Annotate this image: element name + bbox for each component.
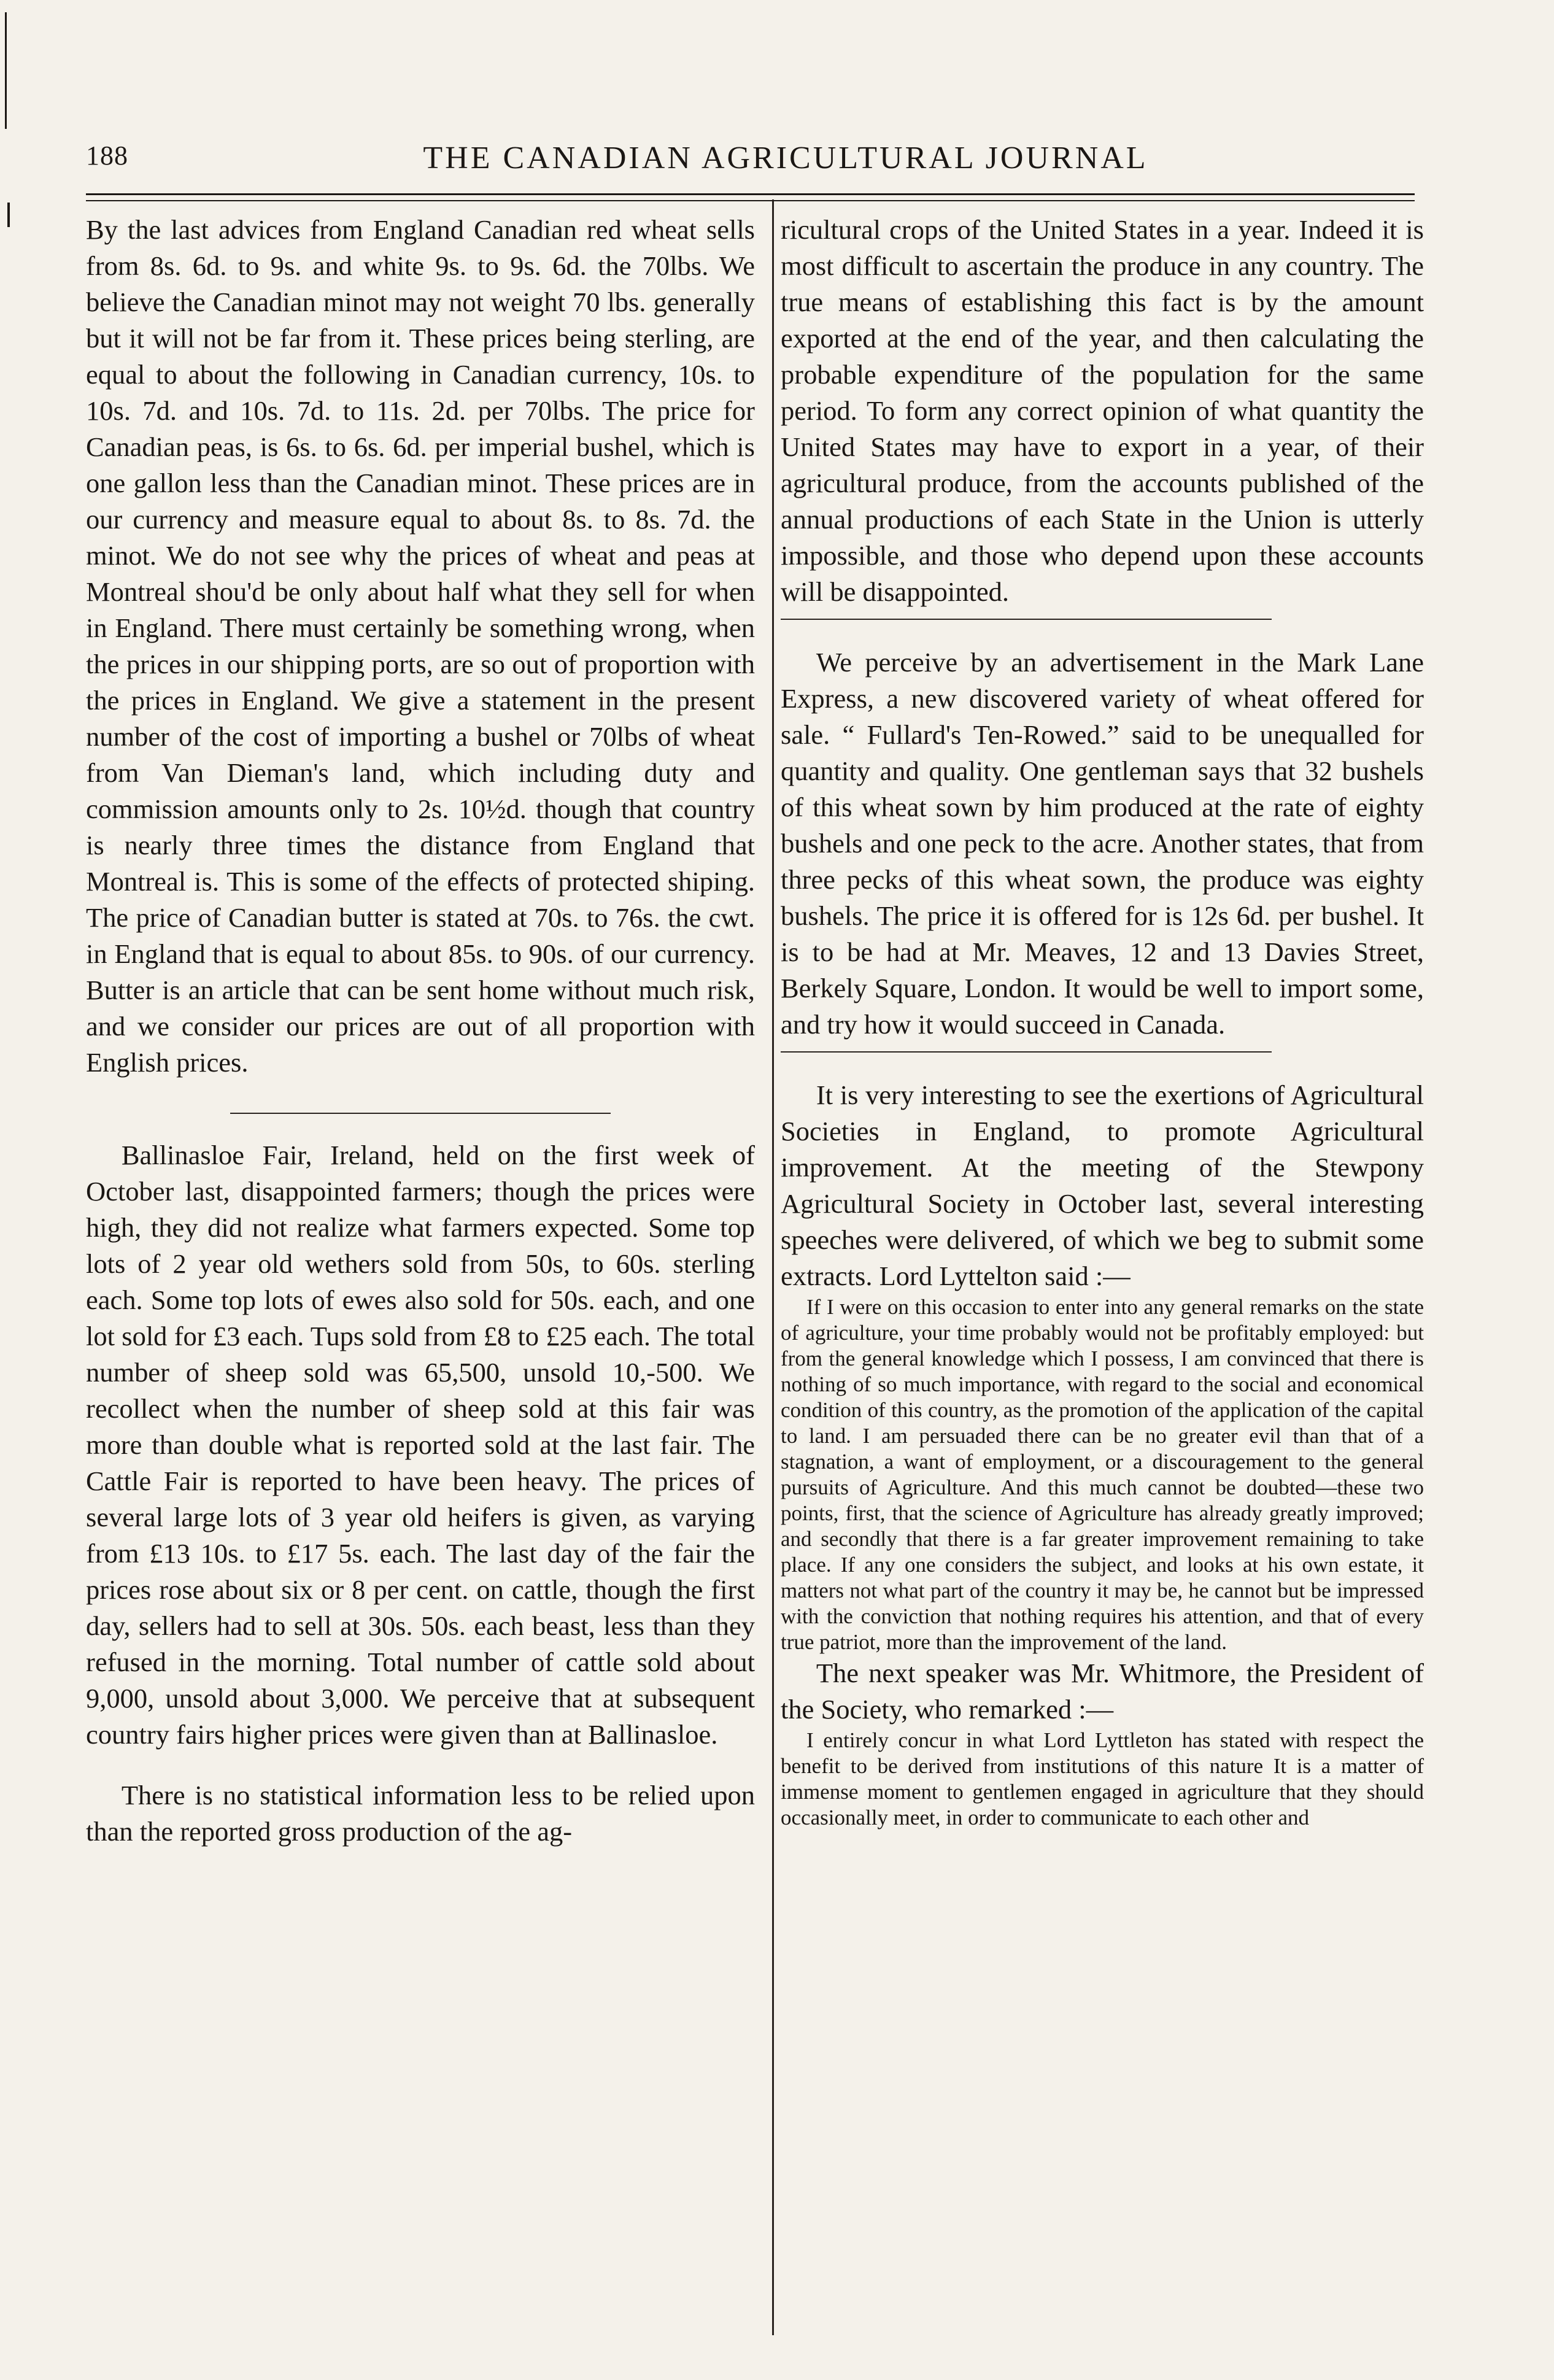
right-column xyxy=(781,212,1424,1831)
article-us-crops: ricultural crops of the United States in a year. Indeed it is most difficult to ascertain the produce in any country. The true means of establishing this fact is by the amount exported at the end of the year, and then calculating the probable expenditure of the population for the same period. To form any correct opinion of what quantity the United States may have to export in a year, of their agricultural produce, from the accounts published of the annual productions of each State in the Union is utterly impossible, and those who depend upon these accounts will be disappointed. xyxy=(781,214,1424,607)
article-statistics-start: There is no statistical information less to be relied upon than the reported gross production of the ag- xyxy=(86,1780,755,1847)
article-whitmore-intro: The next speaker was Mr. Whitmore, the President of the Society, who remarked :— xyxy=(781,1658,1424,1725)
article-grain-prices: By the last advices from England Canadian red wheat sells from 8s. 6d. to 9s. and white 9s. to 9s. 6d. the 70lbs. We believe the Canadian minot may not weight 70 lbs. generally but it will not be far from it. These prices being sterling, are equal to about the following in Canadian currency, 10s. to 10s. 7d. and 10s. 7d. to 11s. 2d. per 70lbs. The price for Canadian peas, is 6s. to 6s. 6d. per imperial bushel, which is one gallon less than the Canadian minot. These prices are in our currency and measure equal to about 8s. to 8s. 7d. the minot. We do not see why the prices of wheat and peas at Montreal shou'd be only about half what they sell for when in England. There must certainly be something wrong, when the prices in our shipping ports, are so out of proportion with the prices in England. We give a statement in the present number of the cost of importing a bushel or 70lbs of wheat from Van Dieman's land, which including duty and commission amounts only to 2s. 10½d. though that country is nearly three times the distance from England that Montreal is. This is some of the effects of protected shiping. The price of Canadian butter is stated at 70s. to 76s. the cwt. in England that is equal to about 85s. to 90s. of our currency. Butter is an article that can be sent home without much risk, and we consider our prices are out of all proportion with English prices. xyxy=(86,214,755,1078)
article-ballinasloe-fair: Ballinasloe Fair, Ireland, held on the first week of October last, disappointed farmers; though the prices were high, they did not realize what farmers expected. Some top lots of 2 year old wethers sold from 50s, to 60s. sterling each. Some top lots of ewes also sold for 50s. each, and one lot sold for £3 each. Tups sold from £8 to £25 each. The total number of sheep sold was 65,500, unsold 10,-500. We recollect when the number of sheep sold at this fair was more than double what is reported sold at the last fair. The Cattle Fair is reported to have been heavy. The prices of several large lots of 3 year old heifers is given, as varying from £13 10s. to £17 5s. each. The last day of the fair the prices rose about six or 8 per cent. on cattle, though the first day, sellers had to sell at 30s. 50s. each beast, less than they refused in the morning. Total number of cattle sold about 9,000, unsold about 3,000. We perceive that at subsequent country fairs higher prices were given than at Ballinasloe. xyxy=(86,1140,755,1750)
page-header xyxy=(86,140,1412,183)
page-number: 188 xyxy=(86,141,128,171)
column-divider xyxy=(772,199,774,2335)
quote-whitmore-text: I entirely concur in what Lord Lyttleton has stated with respect the benefit to be derived from institutions of this nature It is a matter of immense moment to gentlemen engaged in agriculture that they should occasionally meet, in order to communicate to each other and xyxy=(781,1728,1424,1829)
left-column xyxy=(86,212,755,1850)
scan-mark xyxy=(5,12,7,129)
running-title: THE CANADIAN AGRICULTURAL JOURNAL xyxy=(423,141,1148,176)
quotation-lyttelton xyxy=(781,1294,1424,1655)
article-separator xyxy=(230,1113,611,1114)
article-agricultural-societies: It is very interesting to see the exertions of Agricultural Societies in England, to promote Agricultural improvement. At the meeting of the Stewpony Agricultural Society in October last, several interesting speeches were delivered, of which we beg to submit some extracts. Lord Lyttelton said :— xyxy=(781,1080,1424,1291)
scan-mark xyxy=(7,203,10,227)
quotation-whitmore xyxy=(781,1728,1424,1831)
quote-lyttelton-text: If I were on this occasion to enter into any general remarks on the state of agriculture, your time probably would not be profitably employed: but from the general knowledge which I possess, I am convinced that there is nothing of so much importance, with regard to the social and economical condition of this country, as the promotion of the application of the capital to land. I am persuaded there can be no greater evil than that of a stagnation, a want of employment, or a discouragement to the general pursuits of Agriculture. And this much cannot be doubted—these two points, first, that the science of Agriculture has already greatly improved; and secondly that there is a far greater improvement remaining to take place. If any one considers the subject, and looks at his own estate, it matters not what part of the country it may be, he cannot but be impressed with the conviction that nothing requires his attention, and that of every true patriot, more than the improvement of the land. xyxy=(781,1295,1424,1654)
article-separator xyxy=(781,619,1272,620)
header-rule xyxy=(86,193,1415,201)
article-separator xyxy=(781,1051,1272,1053)
article-fullards-wheat: We perceive by an advertisement in the Mark Lane Express, a new discovered variety of wheat offered for sale. “ Fullard's Ten-Rowed.” said to be unequalled for quantity and quality. One gentleman says that 32 bushels of this wheat sown by him produced at the rate of eighty bushels and one peck to the acre. Another states, that from three pecks of this wheat sown, the produce was eighty bushels. The price it is offered for is 12s 6d. per bushel. It is to be had at Mr. Meaves, 12 and 13 Davies Street, Berkely Square, London. It would be well to import some, and try how it would succeed in Canada. xyxy=(781,647,1424,1040)
